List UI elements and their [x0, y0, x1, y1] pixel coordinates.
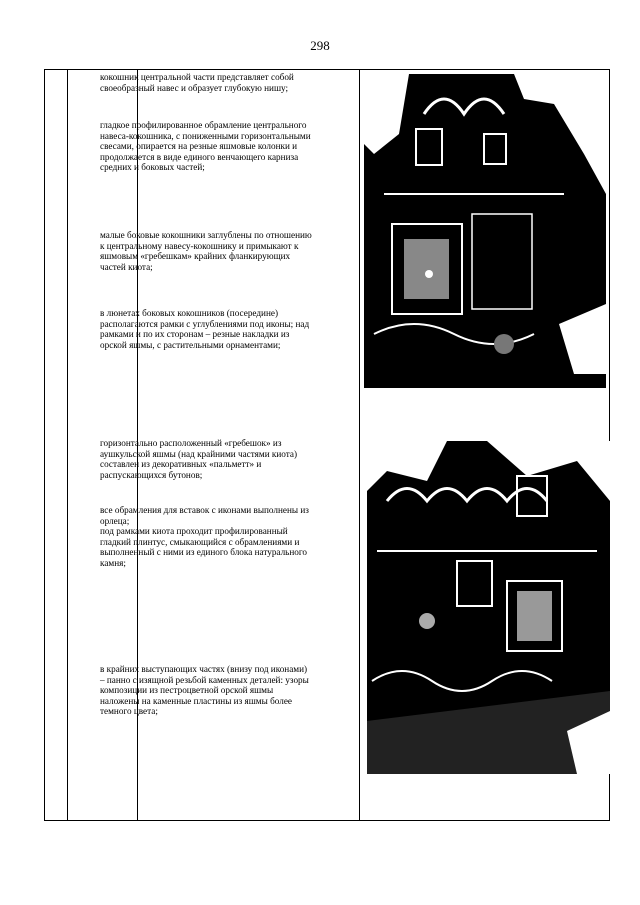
paragraph-5: горизонтально расположенный «гребешок» из аушкульской яшмы (над крайними частями киота) составлен из декоративных «пальметт» и распускающихся бутонов;: [100, 438, 298, 480]
page-number: 298: [310, 38, 330, 53]
paragraph-3: малые боковые кокошники заглублены по отношению к центральному навесу-кокошнику и примыкают к яшмовым «гребешкам» крайних фланкирующих частей киота;: [100, 230, 312, 272]
column-divider-1: [67, 70, 68, 820]
paragraph-6: все обрамления для вставок с иконами выполнены из орлеца; под рамками киота проходит профилированный гладкий плинтус, смыкающийся с обрамлениями и выполненный с ними из единого блока натурального камня;: [100, 505, 309, 568]
paragraph-2: гладкое профилированное обрамление центрального навеса-кокошника, с пониженными горизонтальными свесами, опирается на резные яшмовые колонки и продолжается в виде единого венчающего карниза средних и боковых частей;: [100, 120, 311, 173]
paragraph-7: в крайних выступающих частях (внизу под иконами) – панно с изящной резьбой каменных деталей: узоры композиции из пестроцветной орской яшмы наложены на каменные пластины из яшмы более темного цвета;: [100, 664, 309, 717]
iconostasis-photo-2: [367, 441, 610, 774]
paragraph-1: кокошник центральной части представляет собой своеобразный навес и образует глубокую нишу;: [100, 72, 294, 93]
paragraph-4: в люнетах боковых кокошников (посередине) располагаются рамки с углублениями под иконы; над рамками и по их сторонам – резные накладки из орской яшмы, с растительными орнаментами;: [100, 308, 310, 350]
column-divider-3: [359, 70, 360, 820]
iconostasis-photo-1: [364, 74, 606, 388]
